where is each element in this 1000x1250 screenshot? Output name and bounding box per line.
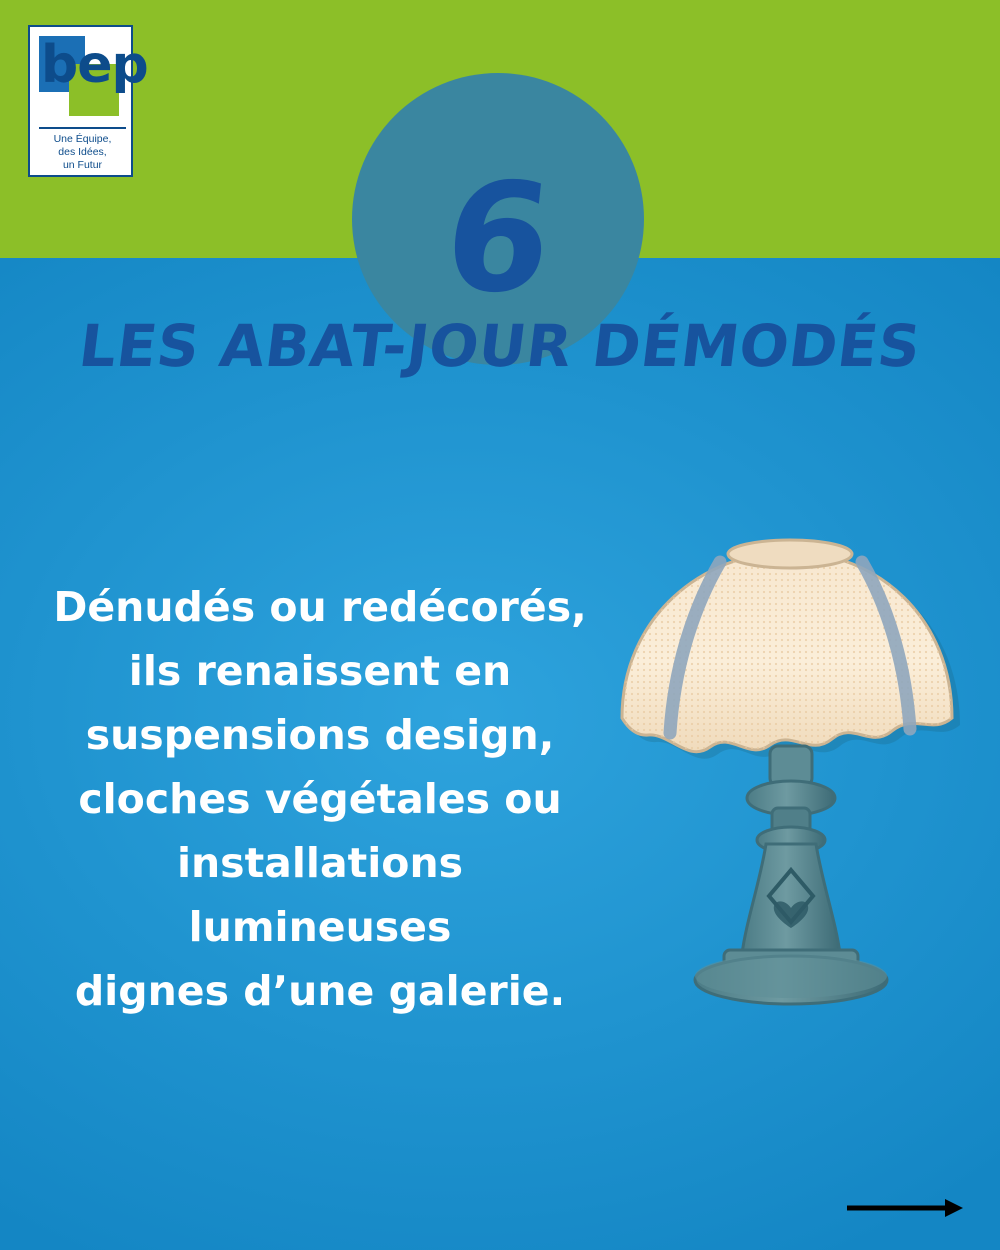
logo-tagline-line-3: un Futur: [62, 159, 103, 171]
page-title: LES ABAT-JOUR DÉMODÉS: [75, 312, 925, 380]
logo-mark: [39, 35, 148, 118]
slide-number: 6: [436, 152, 560, 326]
body-line-3: suspensions design,: [85, 711, 555, 759]
logo-tagline-line-1: Une Équipe,: [53, 133, 112, 145]
logo-divider: [39, 127, 126, 129]
logo-wordmark: bep: [41, 35, 148, 95]
body-line-1: Dénudés ou redécorés,: [53, 583, 587, 631]
bep-logo: [28, 25, 148, 177]
logo-tagline-line-2: des Idées,: [58, 146, 107, 158]
body-line-6: dignes d’une galerie.: [74, 967, 566, 1015]
next-arrow-icon[interactable]: [845, 1196, 965, 1220]
body-text: [40, 575, 600, 1023]
body-line-5: installations lumineuses: [176, 839, 464, 951]
body-line-2: ils renaissent en: [128, 647, 512, 695]
logo-tagline: [39, 133, 126, 172]
table-lamp-illustration: [600, 530, 990, 1020]
body-line-4: cloches végétales ou: [78, 775, 562, 823]
